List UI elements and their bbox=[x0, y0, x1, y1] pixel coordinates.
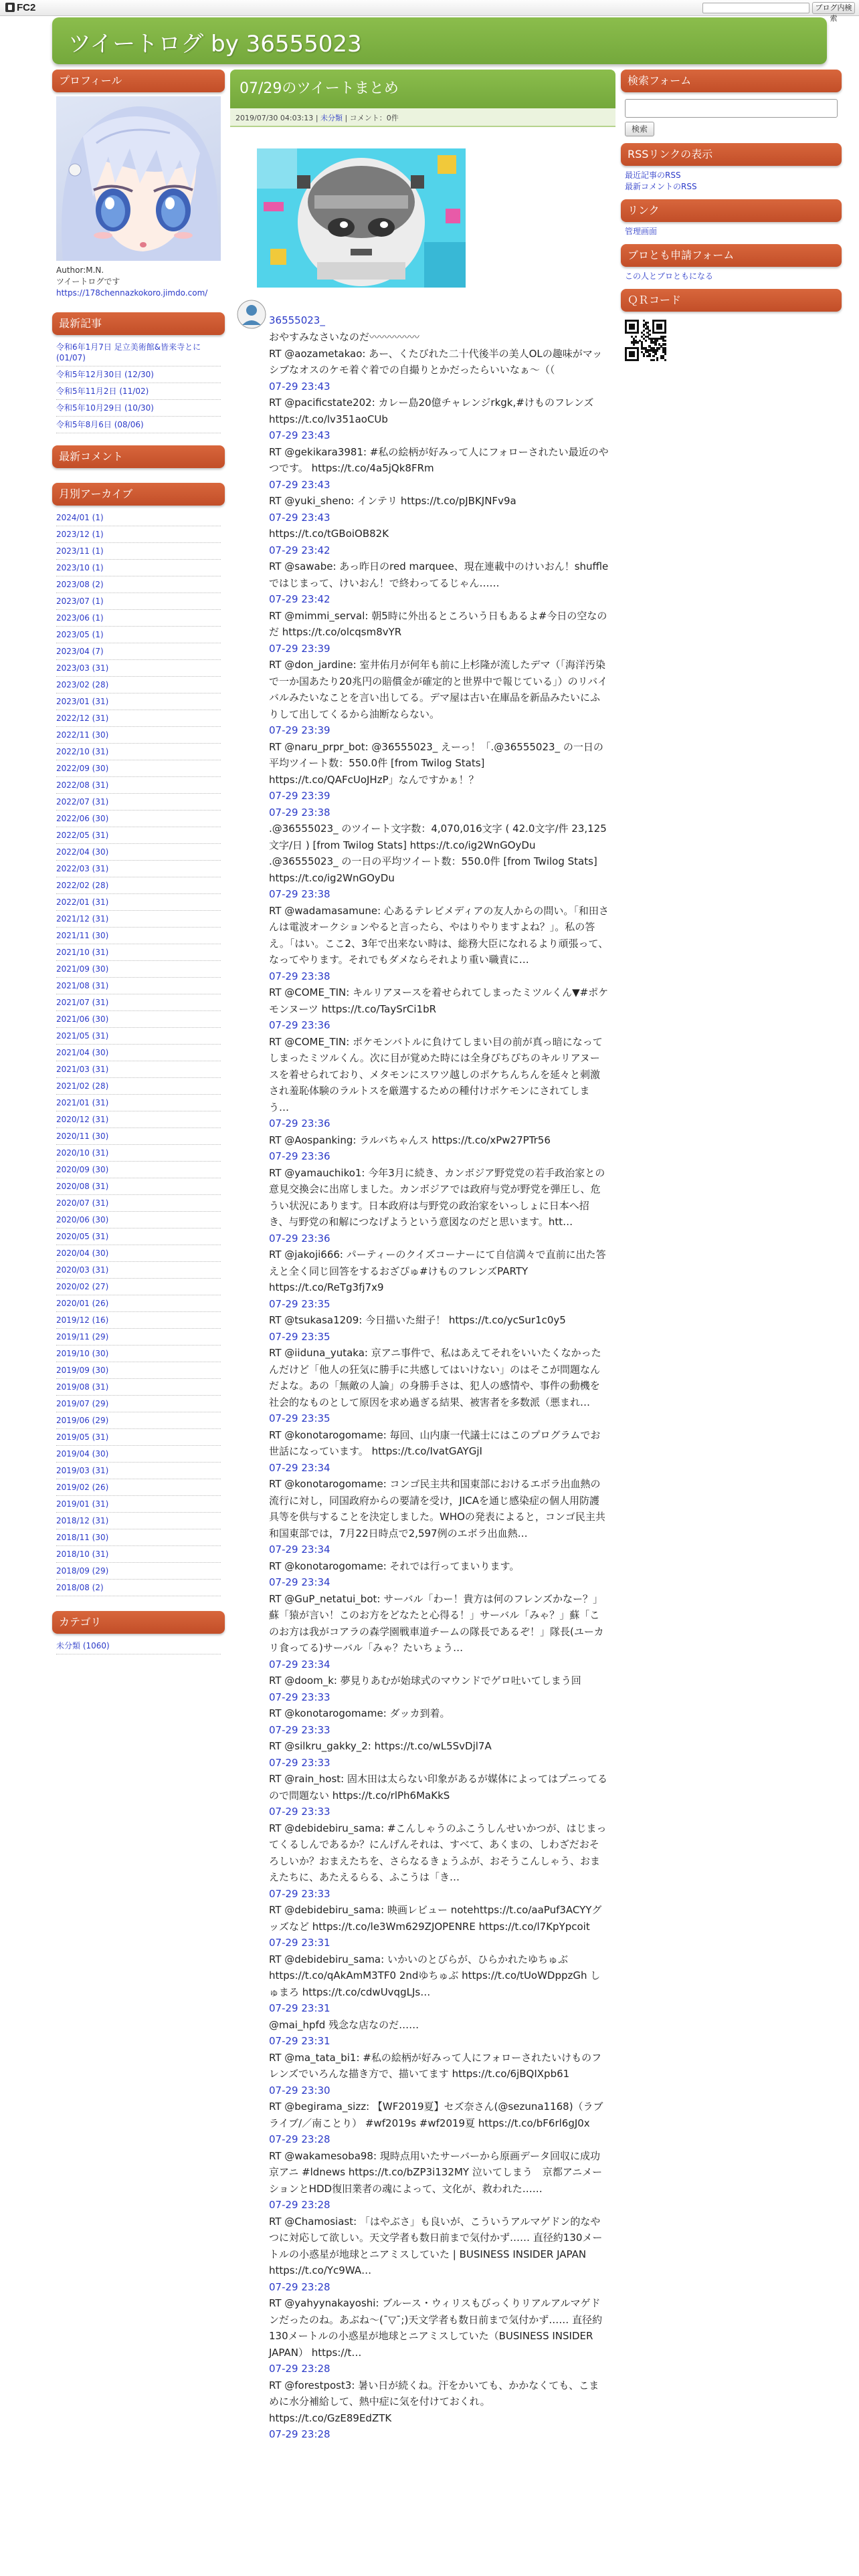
tweet-text: RT @forestpost3: 暑い日が続くね。汗をかいても、かかなくても、こまめに水分補給して、熱中症に気を付けておくれ。 https://t.co/GzE89EdZTK bbox=[269, 2379, 599, 2424]
recent-comments-title: 最新コメント bbox=[52, 445, 225, 468]
archive-month-link[interactable]: 2022/12 (31) bbox=[56, 710, 221, 727]
tweet-item bbox=[269, 657, 609, 739]
tweet-item bbox=[269, 1345, 609, 1427]
archive-month-link[interactable]: 2019/06 (29) bbox=[56, 1412, 221, 1429]
tweet-item bbox=[269, 2214, 609, 2296]
tweet-item bbox=[269, 1591, 609, 1673]
tweet-text: RT @GuP_netatui_bot: サーバル「わー！貴方は何のフレンズかなー？」蘇「猿が言い！このお方をどなたと心得る！」サーバル「みゃ？」蘇「このお方は我がコアラの森学園戦車道チームの隊長であるぞ！」隊長(ユーカリ食ってる)サーバル「みゃ？たいちょう… bbox=[269, 1592, 604, 1654]
archive-month-link[interactable]: 2021/07 (31) bbox=[56, 994, 221, 1011]
archive-month-link[interactable]: 2023/07 (1) bbox=[56, 593, 221, 610]
tweet-item bbox=[269, 1820, 609, 1903]
tweet-timestamp-link[interactable]: 07-29 23:36 bbox=[269, 1019, 330, 1031]
tweet-text: RT @wakamesoba98: 現時点用いたサーバーから原画データ回収に成功 京アニ #ldnews https://t.co/bZP3i132MY 泣いてしまう 京都アニメーションとHDD復旧業者の魂によって、文化が、救われた…… bbox=[269, 2149, 611, 2195]
archive-month-link[interactable]: 2021/01 (31) bbox=[56, 1095, 221, 1111]
mosaic-illustration bbox=[257, 148, 466, 288]
tweet-timestamp-link[interactable]: 07-29 23:43 bbox=[269, 478, 330, 491]
tweet-item bbox=[269, 2377, 609, 2443]
tweet-timestamp-link[interactable]: 07-29 23:33 bbox=[269, 1691, 330, 1703]
profile-avatar bbox=[56, 96, 221, 261]
tweet-timestamp-link[interactable]: 07-29 23:28 bbox=[269, 2428, 330, 2440]
avatar-illustration bbox=[56, 96, 221, 261]
search-form-body bbox=[621, 92, 842, 143]
user-avatar-icon[interactable] bbox=[237, 300, 266, 329]
friend-request-body bbox=[621, 267, 842, 289]
tweet-timestamp-link[interactable]: 07-29 23:43 bbox=[269, 429, 330, 441]
entry-date: 2019/07/30 04:03:13 bbox=[235, 114, 314, 122]
archive-month-link[interactable]: 2023/02 (28) bbox=[56, 677, 221, 693]
tweet-item bbox=[269, 1427, 609, 1477]
tweet-item bbox=[269, 984, 609, 1034]
archive-month-link[interactable]: 2021/05 (31) bbox=[56, 1028, 221, 1045]
category-title: カテゴリ bbox=[52, 1611, 225, 1634]
tweet-item bbox=[269, 444, 609, 494]
archive-month-link[interactable]: 2022/09 (30) bbox=[56, 760, 221, 777]
qr-code-icon bbox=[625, 320, 666, 361]
rss-recent-posts-link[interactable]: 最近記事のRSS bbox=[625, 171, 681, 180]
archive-month-link[interactable]: 2019/01 (31) bbox=[56, 1496, 221, 1513]
tweet-item bbox=[269, 329, 609, 346]
archive-month-link[interactable]: 2021/12 (31) bbox=[56, 911, 221, 928]
profile-description: ツイートログです bbox=[56, 277, 120, 286]
tweet-item bbox=[269, 2050, 609, 2099]
tweet-timestamp-link[interactable]: 07-29 23:28 bbox=[269, 2133, 330, 2145]
archive-month-link[interactable]: 2023/11 (1) bbox=[56, 543, 221, 560]
archive-month-link[interactable]: 2022/03 (31) bbox=[56, 861, 221, 877]
search-form-title: 検索フォーム bbox=[621, 70, 842, 92]
tweet-text: RT @debidebiru_sama: 映画レビュー notehttps://t.co/aaPuf3ACYYグッズなど https://t.co/le3Wm629ZJOPENRE https://t.co/l7KpYpcoit bbox=[269, 1904, 602, 1933]
left-sidebar bbox=[52, 70, 225, 1661]
tweet-text: RT @yamauchiko1: 今年3月に続き、カンボジア野党党の若手政治家との意見交換会に出席しました。カンボジアでは政府与党が野党を弾圧し、危うい状況にあります。日本政府は与野党の政治家をいっしょに日本へ招き、与野党の和解につなげようという意図なのだと思います。htt… bbox=[269, 1166, 605, 1228]
tweet-item bbox=[269, 2099, 609, 2148]
tweet-text: RT @naru_prpr_bot: @36555023_ えーっ！「.@36555023_ の一日の平均ツイート数：550.0件 [from Twilog Stats] https://t.co/QAFcUoJHzP」なんですかぁ！？ bbox=[269, 740, 603, 786]
archive-month-link[interactable]: 2021/02 (28) bbox=[56, 1078, 221, 1095]
profile-url[interactable]: https://178chennazkokoro.jimdo.com/ bbox=[56, 288, 208, 298]
archive-month-link[interactable]: 2021/10 (31) bbox=[56, 944, 221, 961]
tweet-item bbox=[269, 1558, 609, 1591]
tweet-item bbox=[269, 1034, 609, 1132]
rss-title: RSSリンクの表示 bbox=[621, 143, 842, 166]
tweet-text: RT @don_jardine: 室井佑月が何年も前に上杉隆が流したデマ（「海洋汚染で一か国あたり20兆円の賠償金が確定的と世界中で報じている」）のリバイバルみたいなことを言い出してる。デマ屋は古い在庫品を新品みたいにふりして出してくるから油断ならない。 bbox=[269, 659, 608, 720]
fc2-blog-search-button[interactable]: ブログ内検索 bbox=[812, 2, 855, 14]
tweet-timestamp-link[interactable]: 07-29 23:36 bbox=[269, 1117, 330, 1130]
tweet-item bbox=[269, 558, 609, 608]
archive-month-link[interactable]: 2022/01 (31) bbox=[56, 894, 221, 911]
tweet-timestamp-link[interactable]: 07-29 23:43 bbox=[269, 511, 330, 524]
tweet-text: RT @doom_k: 夢見りあむが始球式のマウンドでゲロ吐いてしまう回 bbox=[269, 1675, 581, 1687]
tweet-timestamp-link[interactable]: 07-29 23:39 bbox=[269, 790, 330, 802]
tweet-text: RT @konotarogomame: ダッカ到着。 bbox=[269, 1707, 450, 1719]
archive-month-link[interactable]: 2022/02 (28) bbox=[56, 877, 221, 894]
archive-month-link[interactable]: 2020/09 (30) bbox=[56, 1162, 221, 1178]
tweet-text: おやすみなさいなのだ〰〰〰〰〰 bbox=[269, 331, 420, 343]
tweet-text: RT @jakoji666: パーティーのクイズコーナーにて自信満々で直前に出た答えと全く同じ回答をするおざぴゅ#けものフレンズPARTY https://t.co/ReTg3fj7x9 bbox=[269, 1249, 606, 1293]
archive-month-link[interactable]: 2020/11 (30) bbox=[56, 1128, 221, 1145]
archive-month-link[interactable]: 2019/04 (30) bbox=[56, 1446, 221, 1463]
recent-post-link[interactable]: 令和5年12月30日 (12/30) bbox=[56, 366, 221, 383]
recent-post-link[interactable]: 令和5年8月6日 (08/06) bbox=[56, 417, 221, 433]
tweet-text: RT @silkru_gakky_2: https://t.co/wL5SvDjl7A bbox=[269, 1740, 492, 1752]
tweet-user-row bbox=[237, 300, 609, 329]
tweet-timestamp-link[interactable]: 07-29 23:36 bbox=[269, 1150, 330, 1162]
archive-month-link[interactable]: 2019/09 (30) bbox=[56, 1362, 221, 1379]
fc2-top-bar bbox=[0, 0, 859, 23]
archive-month-link[interactable]: 2019/05 (31) bbox=[56, 1429, 221, 1446]
tweet-timestamp-link[interactable]: 07-29 23:36 bbox=[269, 1232, 330, 1245]
archive-list bbox=[56, 510, 221, 1596]
tweet-item bbox=[269, 804, 609, 821]
fc2-search-input[interactable] bbox=[702, 3, 809, 13]
tweet-timestamp-link[interactable]: 07-29 23:31 bbox=[269, 2002, 330, 2014]
tweet-text: RT @tsukasa1209: 今日描いた紺子！ https://t.co/ycSur1c0y5 bbox=[269, 1314, 566, 1326]
archive-month-link[interactable]: 2021/03 (31) bbox=[56, 1061, 221, 1078]
tweet-timestamp-link[interactable]: 07-29 23:33 bbox=[269, 1806, 330, 1818]
tweet-text: RT @iiduna_yutaka: 京アニ事件で、私はあえてそれをいいたくなかったんだけど「他人の狂気に勝手に共感してはいけない」のはそこが問題なんだよな。あの「無敵の人論」の身勝手さは、犯人の感情や、事件の動機を社会的なものとして原因を求め過ぎる結果、被害者を多数派（悪まれ… bbox=[269, 1347, 601, 1408]
tweet-item bbox=[269, 2017, 609, 2050]
archive-month-link[interactable]: 2020/12 (31) bbox=[56, 1111, 221, 1128]
tweet-item bbox=[269, 903, 609, 985]
tweet-text: RT @yahyynakayoshi: ブルース・ウィリスもびっくりリアルアルマゲドンだったのね。あぶね〜(¯▽¯;)天文学者も数日前まで気付かず…… 直径約130メートルの小惑星が地球とニアミスしていた（BUSINESS INSIDER JAPAN） https://t… bbox=[269, 2297, 603, 2359]
archive-month-link[interactable]: 2020/05 (31) bbox=[56, 1228, 221, 1245]
entry-comment-count[interactable]: コメント：0件 bbox=[349, 114, 399, 122]
archive-month-link[interactable]: 2022/04 (30) bbox=[56, 844, 221, 861]
archive-month-link[interactable]: 2020/07 (31) bbox=[56, 1195, 221, 1212]
tweet-text: RT @wadamasamune: 心あるテレビメディアの友人からの問い。「和田さんは電波オークションやると言ったら、やはりやりますよね？」。私の答え。「はい。ここ2、3年で出来ない時は、総務大臣になれるより頑張って、なってやります。それでもダメならそれより重い職責に… bbox=[269, 904, 609, 966]
search-input[interactable] bbox=[625, 99, 838, 118]
tweet-timestamp-link[interactable]: 07-29 23:35 bbox=[269, 1297, 330, 1310]
blog-header bbox=[52, 17, 827, 64]
fc2-logo-text: FC2 bbox=[17, 2, 36, 13]
entry-body bbox=[230, 127, 615, 2450]
tweet-text: RT @yuki_sheno: インテリ https://t.co/pJBKJNFv9a bbox=[269, 495, 516, 507]
recent-post-link[interactable]: 令和5年11月2日 (11/02) bbox=[56, 383, 221, 400]
tweet-timestamp-link[interactable]: 07-29 23:38 bbox=[269, 888, 330, 900]
archive-month-link[interactable]: 2018/09 (29) bbox=[56, 1563, 221, 1580]
profile-title: プロフィール bbox=[52, 70, 225, 92]
tweet-text: RT @ma_tata_bi1: #私の絵柄が好みって人にフォローされたいけものフレンズでいろんな描き方で、描いてます https://t.co/6jBQIXpb61 bbox=[269, 2051, 602, 2080]
tweet-text: RT @konotarogomame: 毎回、山内康一代議士にはこのプログラムでお世話になっています。 https://t.co/IvatGAYGjI bbox=[269, 1428, 601, 1457]
tweet-item bbox=[269, 739, 609, 804]
archive-month-link[interactable]: 2023/10 (1) bbox=[56, 560, 221, 576]
tweet-text: RT @debidebiru_sama: いかいのとびらが、ひらかれたゆちゅぶ https://t.co/qAkAmM3TF0 2ndゆちゅぶ https://t.co/tUoWDppzGh しゅまろ https://t.co/cdwUvqgLJs… bbox=[269, 1953, 601, 1998]
right-sidebar bbox=[621, 70, 842, 368]
tweet-item bbox=[269, 2295, 609, 2377]
tweet-timestamp-link[interactable]: 07-29 23:28 bbox=[269, 2280, 330, 2293]
tweet-timestamp-link[interactable]: 07-29 23:33 bbox=[269, 1756, 330, 1769]
archive-month-link[interactable]: 2022/11 (30) bbox=[56, 727, 221, 744]
archive-month-link[interactable]: 2019/02 (26) bbox=[56, 1479, 221, 1496]
tweet-item bbox=[269, 821, 609, 853]
tweet-text: .@36555023_ の一日の平均ツイート数：550.0件 [from Twilog Stats] https://t.co/ig2WnGOyDu bbox=[269, 855, 597, 884]
tweet-item bbox=[269, 1132, 609, 1165]
tweet-timestamp-link[interactable]: 07-29 23:38 bbox=[269, 970, 330, 982]
tweet-text: RT @Chamosiast: 「はやぶさ」も良いが、こういうアルマゲドン的なやつに対応して欲しい。天文学者も数日前まで気付かず…… 直径約130メートルの小惑星が地球とニアミスしていた | BUSINESS INSIDER JAPAN https://t.co/Yc9WA… bbox=[269, 2215, 603, 2276]
tweet-text: RT @konotarogomame: それでは行ってまいります。 bbox=[269, 1560, 520, 1572]
profile-author: Author:M.N. bbox=[56, 265, 104, 275]
tweet-text: https://t.co/tGBoiOB82K bbox=[269, 528, 389, 540]
archive-month-link[interactable]: 2018/10 (31) bbox=[56, 1546, 221, 1563]
archive-month-link[interactable]: 2021/11 (30) bbox=[56, 928, 221, 944]
archive-month-link[interactable]: 2022/08 (31) bbox=[56, 777, 221, 794]
tweet-timestamp-link[interactable]: 07-29 23:31 bbox=[269, 2035, 330, 2047]
archive-month-link[interactable]: 2021/09 (30) bbox=[56, 961, 221, 978]
category-body bbox=[52, 1634, 225, 1661]
archive-month-link[interactable]: 2023/04 (7) bbox=[56, 643, 221, 660]
category-link[interactable]: 未分類 (1060) bbox=[56, 1638, 221, 1654]
tweet-timestamp-link[interactable]: 07-29 23:35 bbox=[269, 1412, 330, 1424]
archive-month-link[interactable]: 2018/08 (2) bbox=[56, 1580, 221, 1596]
archive-month-link[interactable]: 2023/03 (31) bbox=[56, 660, 221, 677]
tweet-timestamp-link[interactable]: 07-29 23:35 bbox=[269, 1330, 330, 1343]
recent-posts-body bbox=[52, 335, 225, 440]
tweet-item bbox=[269, 493, 609, 526]
tweet-text: RT @COME_TIN: ポケモンバトルに負けてしまい目の前が真っ暗になってしまったミツルくん。次に目が覚めた時には全身ぴちぴちのキルリアヌースを着せられており、メタモンにスワツ越しのポケちんちんを延々と刺激され羞恥体験のラルトスを厳選するための種付けポケモンにされてしまう… bbox=[269, 1035, 603, 1113]
archive-month-link[interactable]: 2023/05 (1) bbox=[56, 627, 221, 643]
tweet-timestamp-link[interactable]: 07-29 23:42 bbox=[269, 593, 330, 605]
fc2-logo-icon bbox=[5, 3, 15, 12]
tweet-timestamp-link[interactable]: 07-29 23:34 bbox=[269, 1576, 330, 1588]
archive-month-link[interactable]: 2022/05 (31) bbox=[56, 827, 221, 844]
tweet-item bbox=[269, 1902, 609, 1951]
tweet-timestamp-link[interactable]: 07-29 23:33 bbox=[269, 1723, 330, 1736]
archive-month-link[interactable]: 2019/10 (30) bbox=[56, 1346, 221, 1362]
recent-post-link[interactable]: 令和6年1月7日 足立美術館&皆来寺とに (01/07) bbox=[56, 339, 221, 366]
tweet-item bbox=[269, 1673, 609, 1705]
tweet-timestamp-link[interactable]: 07-29 23:28 bbox=[269, 2199, 330, 2211]
archive-month-link[interactable]: 2022/06 (30) bbox=[56, 811, 221, 827]
tweet-timestamp-link[interactable]: 07-29 23:43 bbox=[269, 380, 330, 393]
tweet-text: RT @begirama_sizz: 【WF2019夏】セズ奈さん(@sezuna1168)（ラブライブ/／南ことり） #wf2019s #wf2019夏 https://t.co/bF6rl6gJ0x bbox=[269, 2101, 603, 2129]
archive-month-link[interactable]: 2020/03 (31) bbox=[56, 1262, 221, 1279]
archive-month-link[interactable]: 2020/04 (30) bbox=[56, 1245, 221, 1262]
tweet-text: RT @gekikara3981: #私の絵柄が好みって人にフォローされたい最近のやつです。 https://t.co/4a5jQk8FRm bbox=[269, 445, 609, 474]
archive-month-link[interactable]: 2019/12 (16) bbox=[56, 1312, 221, 1329]
archive-month-link[interactable]: 2020/08 (31) bbox=[56, 1178, 221, 1195]
tweet-text: RT @rain_host: 固木田は太らない印象があるが媒体によってはプニってるので問題ない https://t.co/rlPh6MaKkS bbox=[269, 1773, 607, 1802]
tweet-timestamp-link[interactable]: 07-29 23:33 bbox=[269, 1887, 330, 1900]
blog-title[interactable]: ツイートログ by 36555023 bbox=[68, 31, 362, 58]
tweet-item bbox=[269, 1705, 609, 1738]
tweet-user-link[interactable]: 36555023_ bbox=[269, 314, 325, 326]
archive-month-link[interactable]: 2024/01 (1) bbox=[56, 510, 221, 526]
recent-posts-title: 最新記事 bbox=[52, 312, 225, 335]
tweet-timestamp-link[interactable]: 07-29 23:38 bbox=[269, 806, 330, 819]
links-title: リンク bbox=[621, 199, 842, 222]
tweet-timestamp-link[interactable]: 07-29 23:34 bbox=[269, 1543, 330, 1555]
archive-month-link[interactable]: 2021/08 (31) bbox=[56, 978, 221, 994]
rss-body bbox=[621, 166, 842, 199]
tweet-item bbox=[269, 526, 609, 558]
tweet-timestamp-link[interactable]: 07-29 23:42 bbox=[269, 544, 330, 556]
archive-month-link[interactable]: 2021/04 (30) bbox=[56, 1045, 221, 1061]
tweet-text: RT @pacificstate202: カレー島20億チャレンジrkgk,#けものフレンズ https://t.co/lv351aoCUb bbox=[269, 397, 594, 425]
archive-month-link[interactable]: 2022/10 (31) bbox=[56, 744, 221, 760]
qr-title: ＱＲコード bbox=[621, 289, 842, 312]
tweet-text: RT @Aospanking: ラルバちゃんス https://t.co/xPw27PTr56 bbox=[269, 1134, 551, 1146]
tweet-item bbox=[269, 853, 609, 903]
tweet-timestamp-link[interactable]: 07-29 23:39 bbox=[269, 724, 330, 736]
archive-month-link[interactable]: 2023/12 (1) bbox=[56, 526, 221, 543]
tweet-item bbox=[269, 1247, 609, 1312]
archive-body bbox=[52, 506, 225, 1603]
recent-post-link[interactable]: 令和5年10月29日 (10/30) bbox=[56, 400, 221, 417]
tweet-timestamp-link[interactable]: 07-29 23:34 bbox=[269, 1658, 330, 1671]
tweet-text: RT @debidebiru_sama: #こんしゃうのふこうしんせいかつが、はじまってくるしんであるか？にんげんそれは、すべて、あくまの、しわざだおそろしいか？おまえたちを、さらなるきょうふが、おそうこんしゃう、おまえたちに、あたえるらる、ふこうは「き… bbox=[269, 1822, 607, 1883]
tweet-item bbox=[269, 395, 609, 444]
tweet-timestamp-link[interactable]: 07-29 23:28 bbox=[269, 2363, 330, 2375]
profile-body bbox=[52, 92, 225, 306]
tweet-item bbox=[269, 1951, 609, 2017]
search-button[interactable]: 検索 bbox=[625, 122, 654, 136]
archive-month-link[interactable]: 2022/07 (31) bbox=[56, 794, 221, 811]
tweet-item bbox=[269, 2148, 609, 2214]
tweet-item bbox=[269, 346, 609, 395]
archive-month-link[interactable]: 2018/11 (30) bbox=[56, 1529, 221, 1546]
friend-request-title: ブロとも申請フォーム bbox=[621, 244, 842, 267]
archive-month-link[interactable]: 2023/01 (31) bbox=[56, 693, 221, 710]
tweet-text: RT @mimmi_serval: 朝5時に外出るところいう日もあるよ#今日の空なのだ https://t.co/olcqsm8vYR bbox=[269, 609, 607, 638]
archive-month-link[interactable]: 2020/06 (30) bbox=[56, 1212, 221, 1228]
tweet-list bbox=[237, 329, 609, 2443]
archive-month-link[interactable]: 2020/10 (31) bbox=[56, 1145, 221, 1162]
archive-month-link[interactable]: 2021/06 (30) bbox=[56, 1011, 221, 1028]
tweet-item bbox=[269, 1771, 609, 1820]
category-list bbox=[56, 1638, 221, 1654]
tweet-item bbox=[269, 1165, 609, 1247]
entry-category-link[interactable]: 未分類 bbox=[320, 114, 343, 122]
tweet-item bbox=[269, 1738, 609, 1771]
rss-recent-comments-link[interactable]: 最新コメントのRSS bbox=[625, 182, 697, 191]
archive-month-link[interactable]: 2019/03 (31) bbox=[56, 1463, 221, 1479]
entry-title[interactable]: 07/29のツイートまとめ bbox=[230, 70, 615, 108]
tweet-text: .@36555023_ のツイート文字数：4,070,016文字 ( 42.0文字/件 23,125文字/日 ) [from Twilog Stats] https://t.co/ig2WnGOyDu bbox=[269, 823, 607, 851]
archive-title: 月別アーカイブ bbox=[52, 483, 225, 506]
tweet-text: RT @konotarogomame: コンゴ民主共和国東部におけるエボラ出血熱の流行に対し，同国政府からの要請を受け，JICAを通じ感染症の個人用防護具等を供与することを決定しました。WHOの発表によると，コンゴ民主共和国東部では，7月22日時点で2,597例のエボラ出血熱… bbox=[269, 1478, 605, 1539]
tweet-item bbox=[269, 1312, 609, 1345]
qr-body bbox=[621, 312, 842, 368]
tweet-item bbox=[269, 1476, 609, 1558]
tweet-timestamp-link[interactable]: 07-29 23:30 bbox=[269, 2084, 330, 2097]
archive-month-link[interactable]: 2023/08 (2) bbox=[56, 576, 221, 593]
entry-meta bbox=[230, 108, 615, 127]
archive-month-link[interactable]: 2019/08 (31) bbox=[56, 1379, 221, 1396]
archive-month-link[interactable]: 2020/01 (26) bbox=[56, 1295, 221, 1312]
main-content bbox=[230, 70, 615, 2450]
archive-month-link[interactable]: 2019/07 (29) bbox=[56, 1396, 221, 1412]
tweet-timestamp-link[interactable]: 07-29 23:31 bbox=[269, 1937, 330, 1949]
meta-separator: | bbox=[315, 114, 321, 122]
tweet-text: RT @COME_TIN: キルリアヌースを着せられてしまったミツルくん▼#ポケモンヌーツ https://t.co/TaySrCi1bR bbox=[269, 986, 609, 1015]
tweet-item bbox=[269, 608, 609, 657]
archive-month-link[interactable]: 2018/12 (31) bbox=[56, 1513, 221, 1529]
admin-link[interactable]: 管理画面 bbox=[625, 227, 658, 236]
friend-request-link[interactable]: この人とブロともになる bbox=[625, 272, 714, 281]
tweet-timestamp-link[interactable]: 07-29 23:39 bbox=[269, 642, 330, 655]
archive-month-link[interactable]: 2019/11 (29) bbox=[56, 1329, 221, 1346]
tweet-text: RT @aozametakao: あー、くたびれた二十代後半の美人OLの趣味がマッシブなオスのケモ着ぐ着での自撮りとかだったらいいなぁ〜（（ bbox=[269, 347, 603, 376]
archive-month-link[interactable]: 2023/06 (1) bbox=[56, 610, 221, 627]
recent-posts-list bbox=[56, 339, 221, 433]
tweet-text: @mai_hpfd 残念な店なのだ…… bbox=[269, 2018, 419, 2031]
fc2-logo[interactable] bbox=[5, 2, 35, 14]
tweet-timestamp-link[interactable]: 07-29 23:34 bbox=[269, 1461, 330, 1474]
meta-separator: | bbox=[345, 114, 350, 122]
tweet-text: RT @sawabe: あっ昨日のred marquee、現在連載中のけいおん！shuffleではじまって、けいおん！で終わってるじゃん…… bbox=[269, 560, 609, 589]
archive-month-link[interactable]: 2020/02 (27) bbox=[56, 1279, 221, 1295]
links-body bbox=[621, 222, 842, 244]
recent-comments-body bbox=[52, 468, 225, 483]
tweet-header-image bbox=[257, 148, 466, 288]
